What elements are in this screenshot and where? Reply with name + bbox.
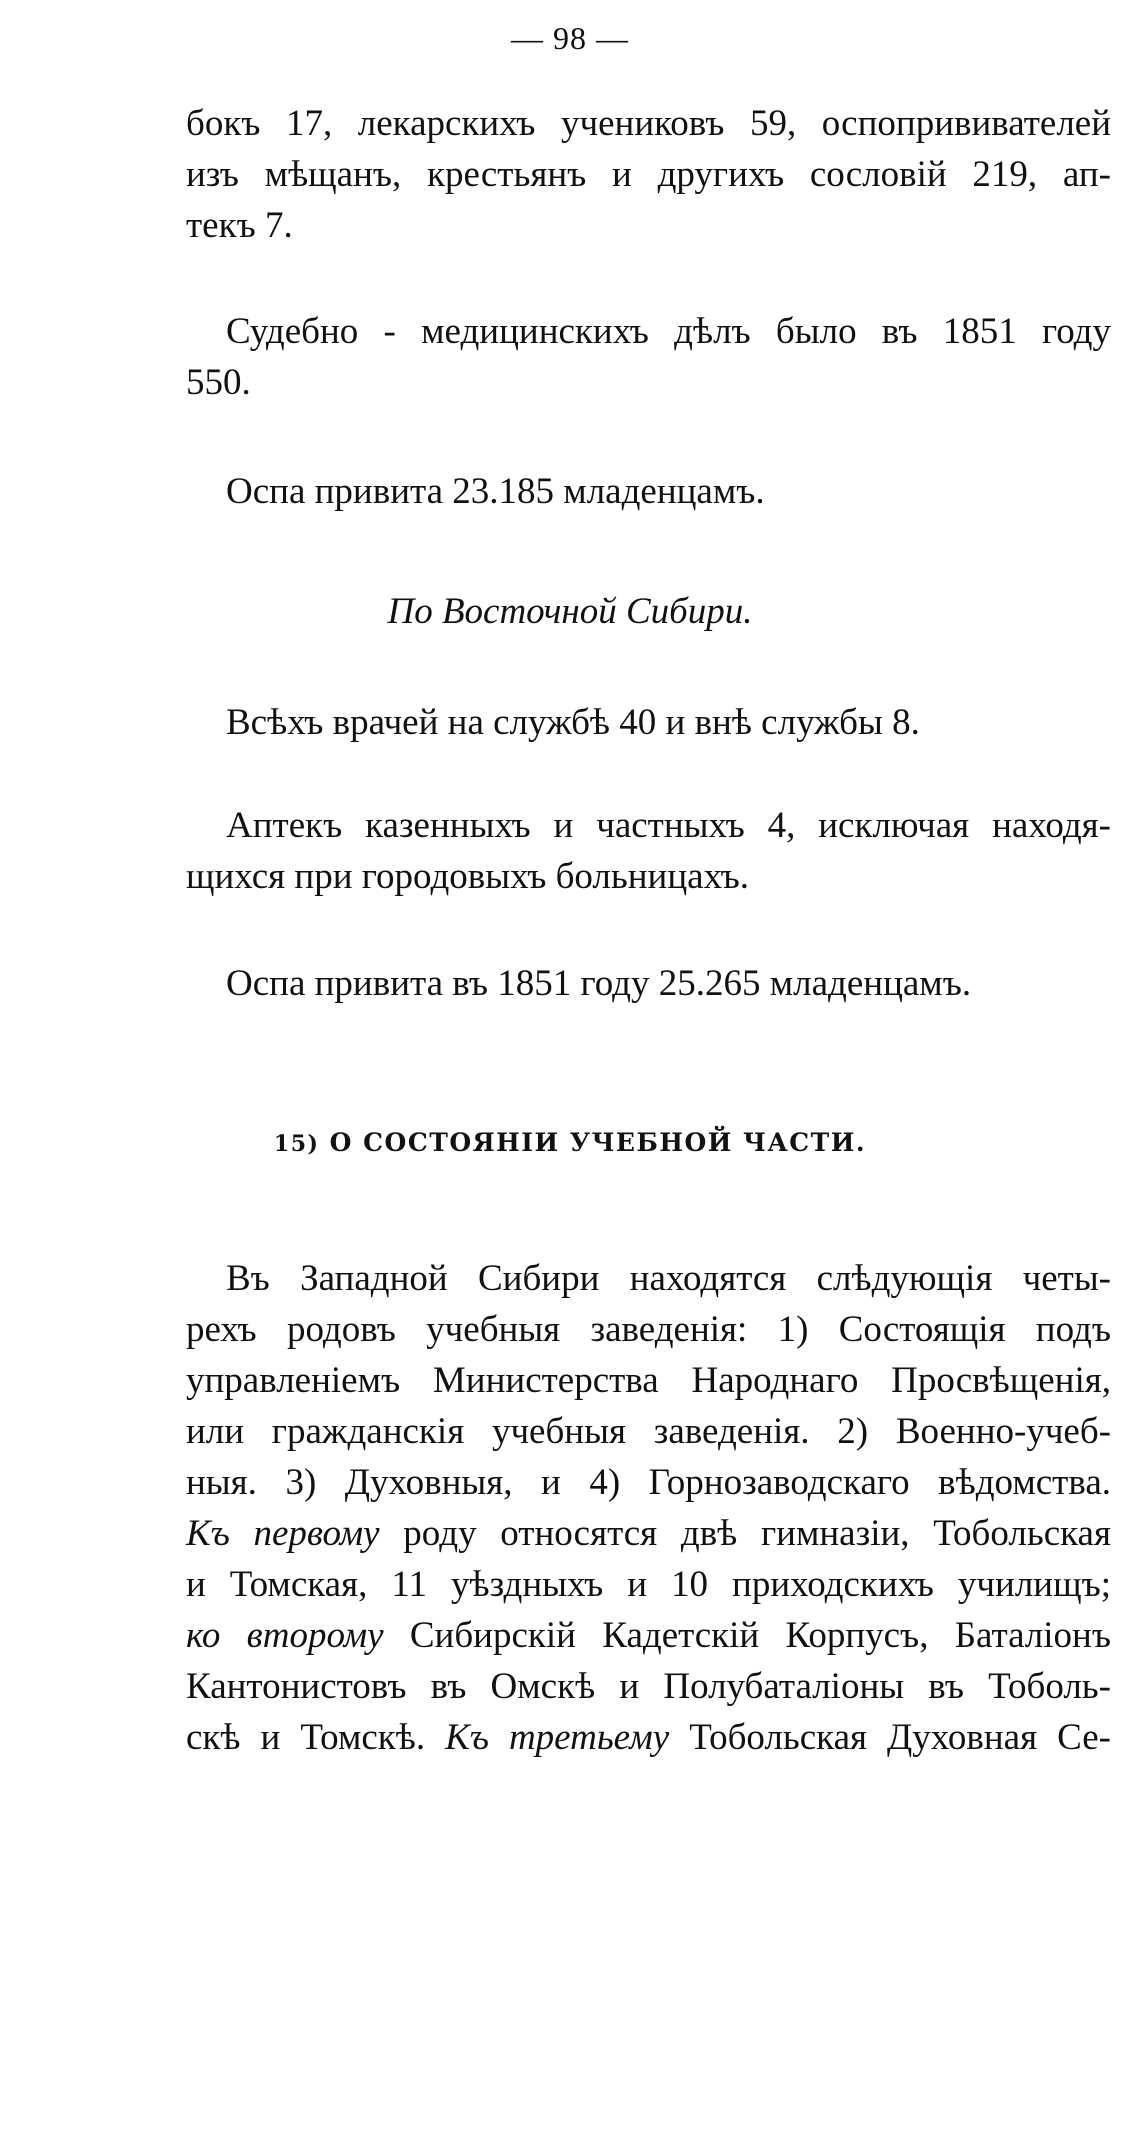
text-line: щихся при городовыхъ больницахъ. bbox=[186, 856, 750, 897]
text-line: или гражданскія учебныя заведенія. 2) Военно-учеб- bbox=[186, 1411, 1111, 1452]
text-line bbox=[186, 1610, 1111, 1661]
paragraph-forensic-cases bbox=[186, 306, 1111, 408]
text-fragment: Сибирскій Кадетскій Корпусъ, Баталіонъ bbox=[383, 1615, 1111, 1656]
paragraph-vaccination-west bbox=[186, 466, 1111, 517]
emphasis-third: Къ третьему bbox=[445, 1717, 670, 1758]
section-number: 15) bbox=[273, 1131, 320, 1157]
paragraph-statistics-continued bbox=[186, 98, 1111, 251]
text-line: Въ Западной Сибири находятся слѣдующія четы- bbox=[226, 1258, 1111, 1299]
paragraph-education bbox=[186, 1253, 1111, 1763]
text-line: рехъ родовъ учебныя заведенія: 1) Состоящія подъ bbox=[186, 1309, 1111, 1350]
text-line: изъ мѣщанъ, крестьянъ и другихъ сословій 219, ап- bbox=[186, 154, 1111, 195]
text-line: ныя. 3) Духовныя, и 4) Горнозаводскаго вѣдомства. bbox=[186, 1462, 1111, 1503]
text-line: бокъ 17, лекарскихъ учениковъ 59, оспопрививателей bbox=[186, 103, 1111, 144]
text-line: 550. bbox=[186, 362, 251, 403]
text-fragment: скѣ и Томскѣ. bbox=[186, 1717, 446, 1758]
text-line: Оспа привита 23.185 младенцамъ. bbox=[226, 471, 765, 512]
text-line bbox=[186, 1508, 1111, 1559]
paragraph-pharmacies bbox=[186, 800, 1111, 902]
text-line: и Томская, 11 уѣздныхъ и 10 приходскихъ училищъ; bbox=[186, 1564, 1111, 1605]
text-line: Кантонистовъ въ Омскѣ и Полубаталіоны въ Тоболь- bbox=[186, 1666, 1111, 1707]
emphasis-first: Къ первому bbox=[186, 1513, 380, 1554]
text-line: управленіемъ Министерства Народнаго Просвѣщенія, bbox=[186, 1360, 1111, 1401]
page-number: — 98 — bbox=[511, 20, 629, 56]
section-heading bbox=[0, 1128, 1140, 1157]
emphasis-second: ко второму bbox=[186, 1615, 384, 1656]
paragraph-doctors bbox=[186, 697, 1111, 748]
subheading-east-siberia: По Восточной Сибири. bbox=[387, 591, 753, 632]
text-line: Оспа привита въ 1851 году 25.265 младенцамъ. bbox=[226, 963, 972, 1004]
text-line: текъ 7. bbox=[186, 205, 293, 246]
text-fragment: роду относятся двѣ гимназіи, Тобольская bbox=[379, 1513, 1111, 1554]
text-line: Всѣхъ врачей на службѣ 40 и внѣ службы 8. bbox=[226, 702, 920, 743]
text-line: Судебно - медицинскихъ дѣлъ было въ 1851 году bbox=[226, 311, 1111, 352]
text-line: Аптекъ казенныхъ и частныхъ 4, исключая находя- bbox=[226, 805, 1111, 846]
paragraph-vaccination-east bbox=[186, 958, 1111, 1009]
text-line bbox=[186, 1712, 1111, 1763]
section-title: О СОСТОЯНІИ УЧЕБНОЙ ЧАСТИ. bbox=[329, 1128, 867, 1157]
text-fragment: Тобольская Духовная Се- bbox=[669, 1717, 1111, 1758]
